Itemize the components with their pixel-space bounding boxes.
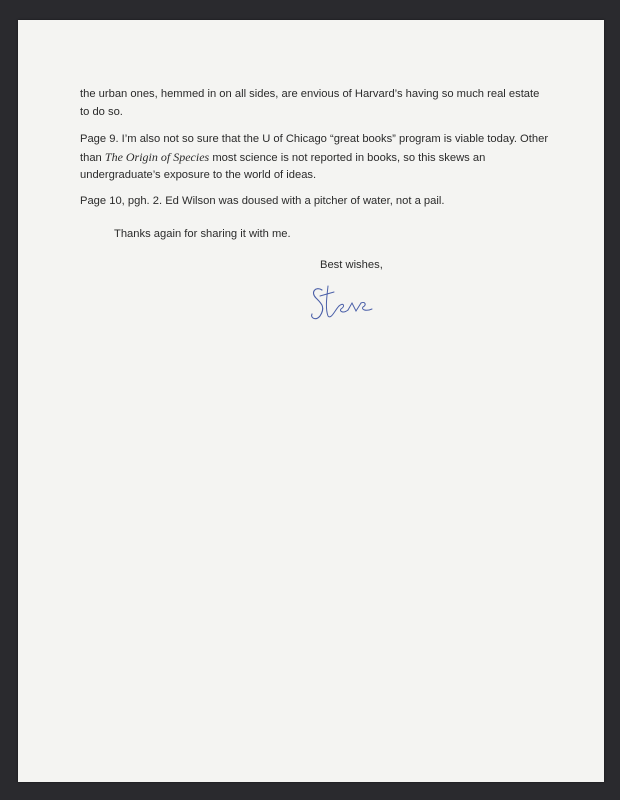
paragraph-urban-ones: the urban ones, hemmed in on all sides, are envious of Harvard’s having so much real estate to do so. xyxy=(80,88,540,118)
paragraph-page-9 xyxy=(80,131,550,185)
letter-page xyxy=(18,20,604,782)
paragraph-page-9-text-end: most science is not reported in books, so this skews an undergraduate’s exposure to the world of ideas. xyxy=(80,151,486,181)
handwritten-signature xyxy=(308,276,398,326)
paragraph-page-9-text-start: Page 9. I’m also not so sure that the U of Chicago “great books” program is viable today. Other than xyxy=(80,133,549,164)
paragraph-page-10: Page 10, pgh. 2. Ed Wilson was doused with a pitcher of water, not a pail. xyxy=(80,195,445,207)
paragraph-thanks: Thanks again for sharing it with me. xyxy=(114,228,291,240)
closing-salutation: Best wishes, xyxy=(320,259,383,271)
book-title: The Origin of Species xyxy=(104,149,210,164)
